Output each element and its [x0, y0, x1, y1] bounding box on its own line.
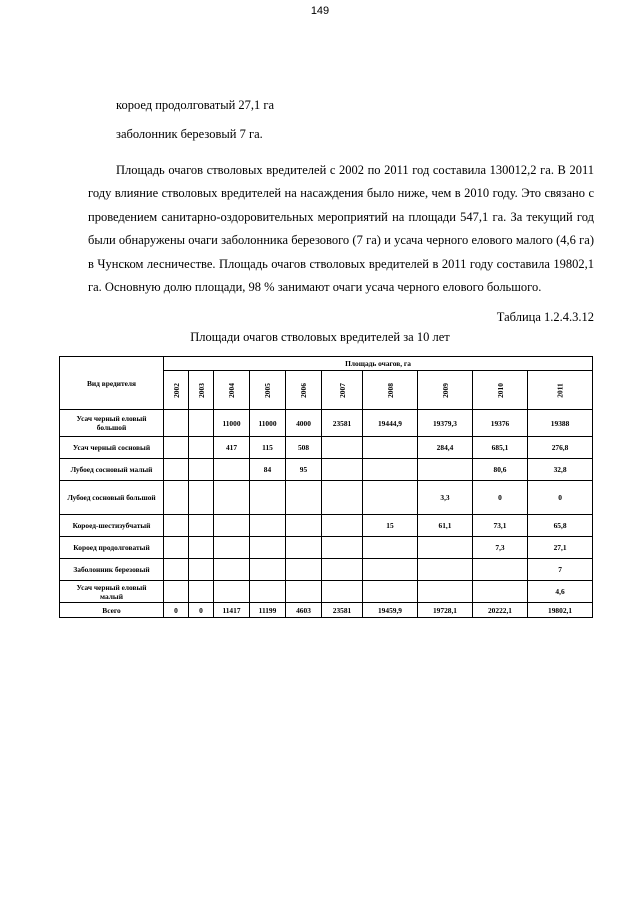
- header-area: Площадь очагов, га: [164, 357, 593, 371]
- table-cell: 19444,9: [363, 410, 418, 437]
- table-cell: [164, 410, 189, 437]
- table-row: [60, 410, 593, 437]
- table-cell: [322, 481, 363, 515]
- table-cell: [363, 559, 418, 581]
- header-year: [164, 371, 189, 410]
- header-year-label: 2010: [495, 382, 505, 398]
- table-cell: [286, 537, 322, 559]
- table-cell: [473, 559, 528, 581]
- table-cell: [189, 515, 214, 537]
- header-year-label: 2004: [227, 382, 236, 398]
- table-cell: [189, 559, 214, 581]
- table-cell: [189, 481, 214, 515]
- row-pest-name: Заболонник березовый: [60, 559, 164, 581]
- row-pest-name: Усач черный сосновый: [60, 437, 164, 459]
- table-cell: 20222,1: [473, 603, 528, 618]
- table-cell: 73,1: [473, 515, 528, 537]
- table-row: [60, 459, 593, 481]
- table-cell: 84: [250, 459, 286, 481]
- table-title: Площади очагов стволовых вредителей за 10 лет: [190, 330, 450, 344]
- pest-area-table: [59, 356, 593, 618]
- table-cell: [473, 581, 528, 603]
- header-pest-type: Вид вредителя: [60, 357, 164, 410]
- table-cell: 4000: [286, 410, 322, 437]
- table-cell: 0: [189, 603, 214, 618]
- table-cell: [322, 537, 363, 559]
- table-cell: 11417: [214, 603, 250, 618]
- header-year-label: 2006: [299, 382, 308, 398]
- text-line-bark-beetle: короед продолговатый 27,1 га: [116, 98, 275, 112]
- table-cell: [189, 459, 214, 481]
- row-pest-name: Усач черный еловый большой: [60, 410, 164, 437]
- table-cell: 11000: [250, 410, 286, 437]
- table-cell: 95: [286, 459, 322, 481]
- table-cell: 23581: [322, 603, 363, 618]
- row-pest-name: Всего: [60, 603, 164, 618]
- table-cell: [214, 581, 250, 603]
- table-cell: [250, 537, 286, 559]
- table-cell: [250, 515, 286, 537]
- table-cell: [418, 559, 473, 581]
- table-cell: 11199: [250, 603, 286, 618]
- table-cell: 0: [164, 603, 189, 618]
- table-row: [60, 603, 593, 618]
- row-pest-name: Короед-шестизубчатый: [60, 515, 164, 537]
- table-cell: [322, 515, 363, 537]
- table-cell: [322, 581, 363, 603]
- table-cell: [214, 515, 250, 537]
- header-year-label: 2008: [385, 382, 395, 398]
- table-cell: [164, 515, 189, 537]
- table-cell: [164, 581, 189, 603]
- table-cell: 7: [528, 559, 593, 581]
- table-row: [60, 515, 593, 537]
- table-cell: 80,6: [473, 459, 528, 481]
- table-cell: 0: [528, 481, 593, 515]
- table-cell: 11000: [214, 410, 250, 437]
- table-row: [60, 437, 593, 459]
- header-year-label: 2005: [263, 382, 272, 398]
- table-body: [60, 410, 593, 618]
- body-paragraph: Площадь очагов стволовых вредителей с 2002 по 2011 год составила 130012,2 га. В 2011 году влияние стволовых вредителей на насаждения было ниже, чем в 2010 году. Это связано с проведением санитарно-оздоровительных мероприятий на площади 547,1 га. За текущий год были обнаружены очаги заболонника березового (7 га) и усача черного елового малого (4,6 га) в Чунском лесничестве. Площадь очагов стволовых вредителей в 2011 году составила 19802,1 га. Основную долю площади, 98 % занимают очаги усача черного елового большого.: [88, 163, 594, 295]
- table-cell: 19459,9: [363, 603, 418, 618]
- table-cell: 4,6: [528, 581, 593, 603]
- table-cell: [286, 515, 322, 537]
- header-year-label: 2003: [196, 382, 206, 398]
- table-cell: [164, 559, 189, 581]
- table-cell: [418, 537, 473, 559]
- table-cell: [250, 581, 286, 603]
- table-cell: 115: [250, 437, 286, 459]
- header-year: [363, 371, 418, 410]
- header-year-label: 2011: [555, 382, 565, 398]
- table-cell: [189, 437, 214, 459]
- table-cell: [418, 459, 473, 481]
- row-pest-name: Короед продолговатый: [60, 537, 164, 559]
- table-cell: 685,1: [473, 437, 528, 459]
- table-cell: [286, 481, 322, 515]
- table-row: [60, 537, 593, 559]
- table-cell: [363, 481, 418, 515]
- table-cell: 61,1: [418, 515, 473, 537]
- table-cell: [164, 537, 189, 559]
- table-cell: [363, 537, 418, 559]
- table-cell: 15: [363, 515, 418, 537]
- table-cell: [322, 459, 363, 481]
- table-cell: 0: [473, 481, 528, 515]
- header-year-label: 2007: [337, 382, 347, 398]
- table-cell: [164, 481, 189, 515]
- table-cell: [189, 410, 214, 437]
- table-cell: 19728,1: [418, 603, 473, 618]
- row-pest-name: Усач черный еловый малый: [60, 581, 164, 603]
- table-cell: 65,8: [528, 515, 593, 537]
- page-number: 149: [310, 5, 330, 17]
- table-cell: [363, 581, 418, 603]
- table-cell: [363, 437, 418, 459]
- table-cell: [286, 581, 322, 603]
- table-cell: [214, 481, 250, 515]
- table-cell: 27,1: [528, 537, 593, 559]
- table-cell: [250, 481, 286, 515]
- table-row: [60, 559, 593, 581]
- header-year: [189, 371, 214, 410]
- table-cell: [164, 437, 189, 459]
- header-year: [528, 371, 593, 410]
- header-year-label: 2009: [440, 382, 450, 398]
- table-cell: 417: [214, 437, 250, 459]
- table-cell: [214, 459, 250, 481]
- header-year: [473, 371, 528, 410]
- table-cell: [322, 559, 363, 581]
- header-year-label: 2002: [171, 382, 181, 398]
- table-cell: 276,8: [528, 437, 593, 459]
- table-row: [60, 581, 593, 603]
- table-cell: 508: [286, 437, 322, 459]
- header-year: [418, 371, 473, 410]
- table-cell: [418, 581, 473, 603]
- row-pest-name: Лубоед сосновый большой: [60, 481, 164, 515]
- header-year: [250, 371, 286, 410]
- table-cell: 284,4: [418, 437, 473, 459]
- row-pest-name: Лубоед сосновый малый: [60, 459, 164, 481]
- table-label: Таблица 1.2.4.3.12: [496, 310, 594, 324]
- table-cell: 19802,1: [528, 603, 593, 618]
- text-line-sapwood-beetle: заболонник березовый 7 га.: [116, 127, 263, 141]
- table-cell: [214, 559, 250, 581]
- table-cell: [250, 559, 286, 581]
- table-cell: 19388: [528, 410, 593, 437]
- header-year: [322, 371, 363, 410]
- table-cell: 19376: [473, 410, 528, 437]
- table-cell: [286, 559, 322, 581]
- header-year: [286, 371, 322, 410]
- table-cell: [322, 437, 363, 459]
- header-year: [214, 371, 250, 410]
- table-cell: 32,8: [528, 459, 593, 481]
- table-cell: 7,3: [473, 537, 528, 559]
- table-cell: 19379,3: [418, 410, 473, 437]
- table-cell: 3,3: [418, 481, 473, 515]
- table-cell: [189, 537, 214, 559]
- table-cell: [164, 459, 189, 481]
- table-cell: 4603: [286, 603, 322, 618]
- table-cell: [214, 537, 250, 559]
- table-cell: [189, 581, 214, 603]
- table-cell: [363, 459, 418, 481]
- table-row: [60, 481, 593, 515]
- table-cell: 23581: [322, 410, 363, 437]
